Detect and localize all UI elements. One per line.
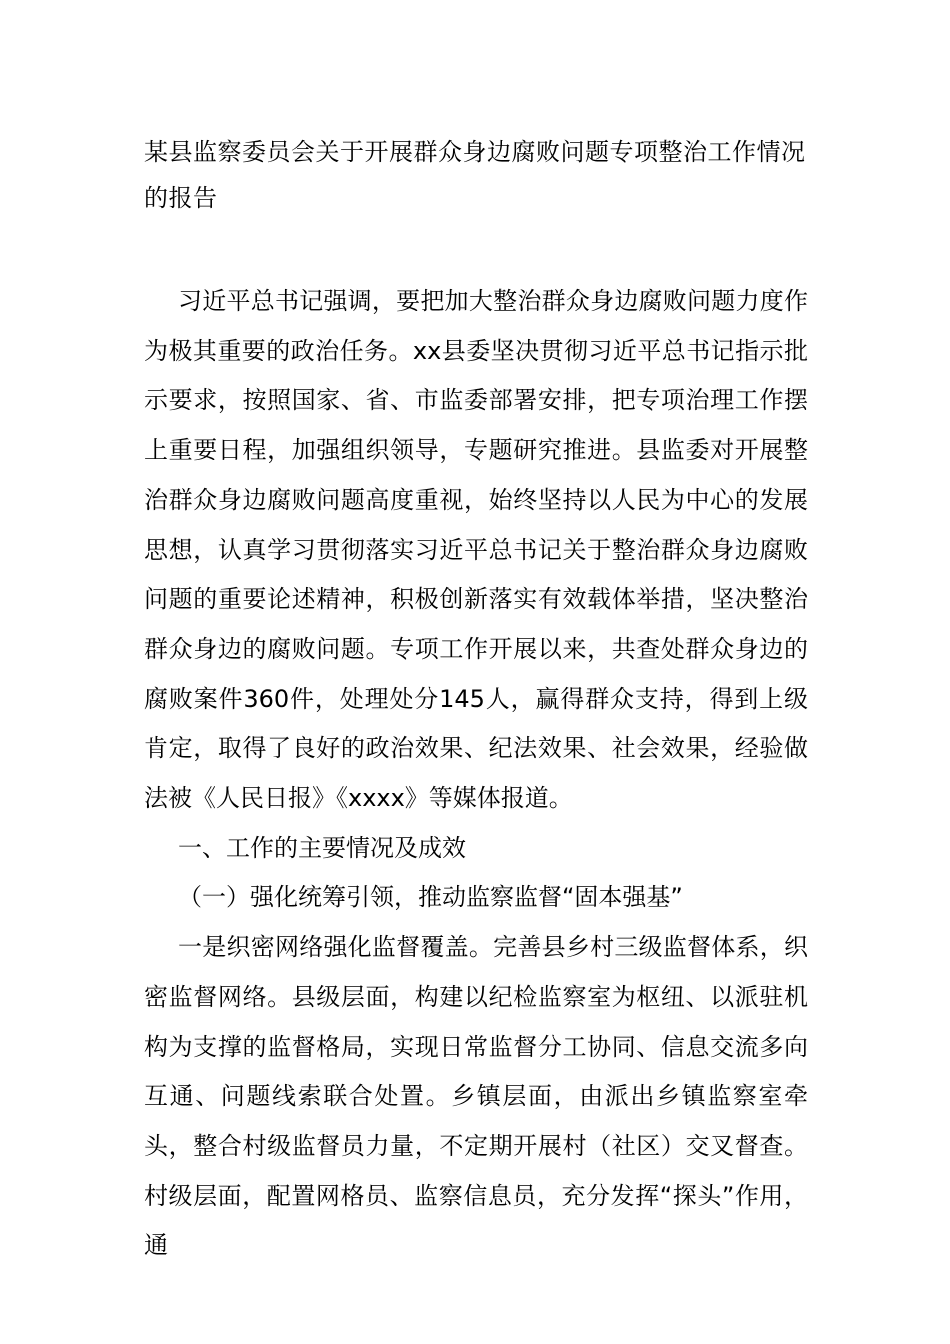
document-title: 某县监察委员会关于开展群众身边腐败问题专项整治工作情况的报告 bbox=[144, 138, 806, 212]
subsection-heading: （一）强化统筹引领，推动监察监督“固本强基” bbox=[178, 883, 683, 912]
section-heading: 一、工作的主要情况及成效 bbox=[178, 833, 466, 862]
body-paragraph: 一是织密网络强化监督覆盖。完善县乡村三级监督体系，织密监督网络。县级层面，构建以纪检监察室为枢纽、以派驻机构为支撑的监督格局，实现日常监督分工协同、信息交流多向互通、问题线索联合处置。乡镇层面，由派出乡镇监察室牵头，整合村级监督员力量，不定期开展村（社区）交叉督查。村级层面，配置网格员、监察信息员，充分发挥“探头”作用，通 bbox=[144, 933, 808, 1260]
intro-paragraph: 习近平总书记强调，要把加大整治群众身边腐败问题力度作为极其重要的政治任务。xx县委坚决贯彻习近平总书记指示批示要求，按照国家、省、市监委部署安排，把专项治理工作摆上重要日程，加强组织领导，专题研究推进。县监委对开展整治群众身边腐败问题高度重视，始终坚持以人民为中心的发展思想，认真学习贯彻落实习近平总书记关于整治群众身边腐败问题的重要论述精神，积极创新落实有效载体举措，坚决整治群众身边的腐败问题。专项工作开展以来，共查处群众身边的腐败案件360件，处理处分145人，赢得群众支持，得到上级肯定，取得了良好的政治效果、纪法效果、社会效果，经验做法被《人民日报》《xxxx》等媒体报道。 bbox=[144, 287, 808, 813]
document-body bbox=[144, 277, 808, 1271]
